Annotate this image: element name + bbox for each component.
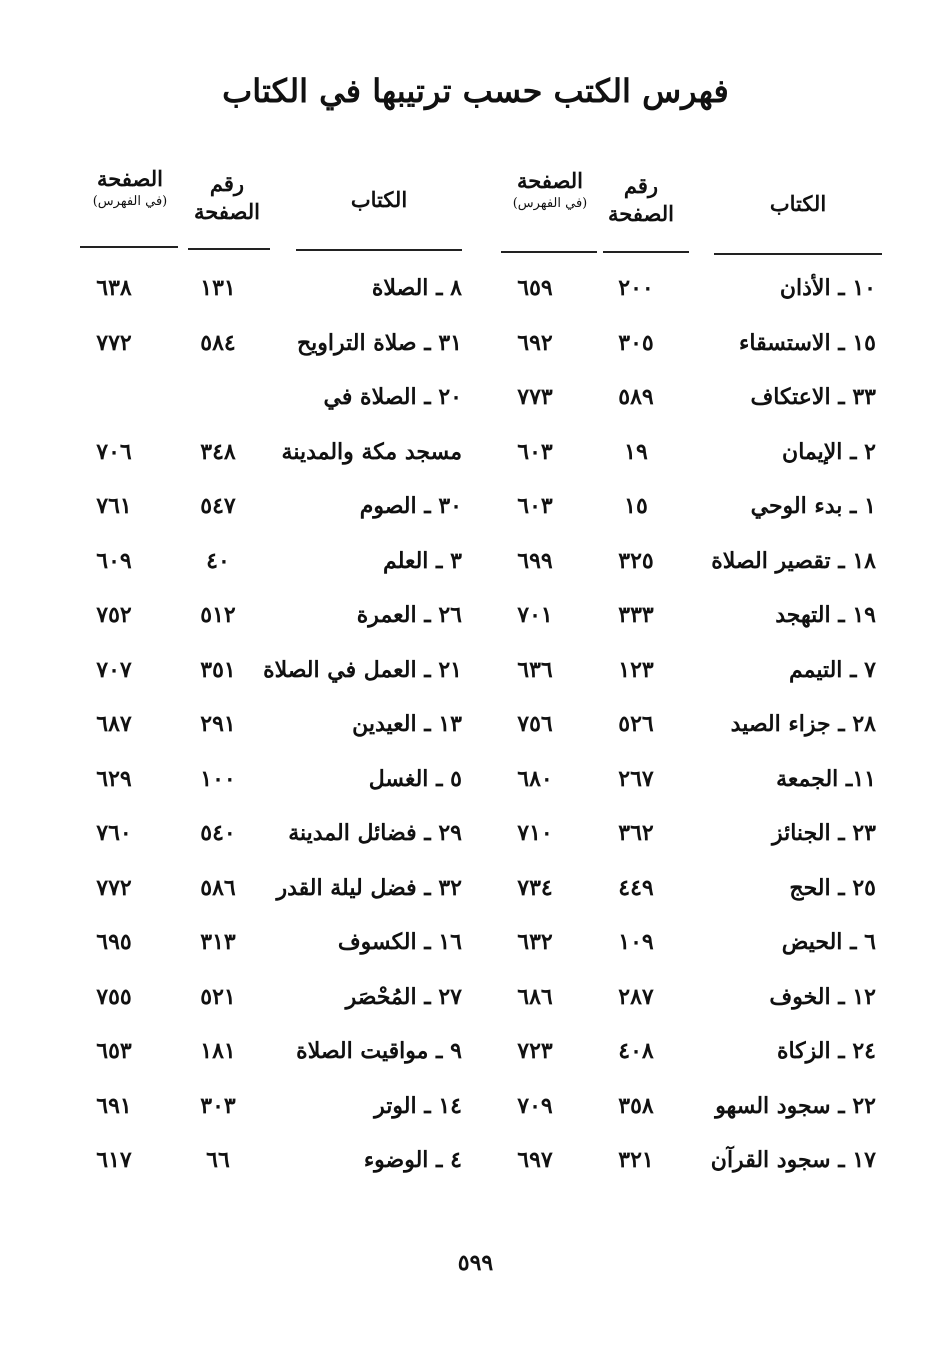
- index-page: ٦٠٣: [517, 493, 553, 519]
- header-page-number-line2: الصفحة: [608, 201, 674, 227]
- page-number: ٢٩١: [200, 711, 236, 737]
- header-rule: [714, 253, 882, 255]
- page-number: ٣٠٣: [200, 1092, 236, 1119]
- header-book-label: الكتاب: [769, 191, 827, 216]
- index-page: ٦٣٦: [517, 656, 553, 683]
- index-page: ٧٥٦: [517, 711, 553, 737]
- page-number: ٦٦: [206, 1147, 230, 1173]
- index-page: ٦٥٣: [96, 1038, 132, 1064]
- page-number: ٣٠٥: [618, 329, 654, 356]
- index-page: ٦٩٥: [96, 929, 132, 955]
- page-number: ٤٠٨: [618, 1038, 654, 1064]
- book-name: ١٥ ـ الاستسقاء: [739, 329, 876, 356]
- header-page-number-line2: الصفحة: [194, 199, 260, 225]
- page-number: ٣٥١: [200, 656, 236, 683]
- book-name: ٣٣ ـ الاعتكاف: [750, 384, 876, 410]
- header-index-page-line2: (في الفهرس): [92, 194, 168, 210]
- table-row: [0, 811, 951, 866]
- page-number: ٤٤٩: [618, 874, 654, 901]
- page-number: ٣٢٥: [618, 547, 654, 574]
- page-number: ٢٠٠: [618, 275, 654, 301]
- page-number: ٥٨٤: [200, 329, 236, 356]
- page-number: ١٣١: [200, 275, 236, 301]
- index-page: ٧٧٢: [96, 329, 132, 356]
- book-name: ٣١ ـ صلاة التراويح: [296, 329, 462, 356]
- table-row: [0, 375, 951, 430]
- index-table: [0, 266, 951, 1193]
- book-name: ٢٠ ـ الصلاة في: [323, 384, 462, 410]
- header-page-number-right: [600, 172, 682, 229]
- index-page: ٧٠١: [517, 602, 553, 628]
- book-name: ٢٢ ـ سجود السهو: [715, 1092, 876, 1119]
- book-name: ٥ ـ الغسل: [368, 765, 462, 792]
- page-number: ١٥: [624, 493, 648, 519]
- page-number: ١٢٣: [618, 656, 654, 683]
- page-number: ٥٨٩: [618, 384, 654, 410]
- header-book-right: [714, 190, 882, 218]
- header-book-label: الكتاب: [350, 187, 408, 212]
- book-name: ٢٩ ـ فضائل المدينة: [288, 820, 462, 846]
- index-page: ٦٣٢: [517, 929, 553, 955]
- page-number: ٥٢٦: [618, 711, 654, 737]
- page-number: [178, 375, 258, 430]
- book-name: ١٨ ـ تقصير الصلاة: [711, 547, 876, 574]
- index-page: ٦٩٩: [517, 547, 553, 574]
- index-page: ٧٣٤: [517, 874, 553, 901]
- index-page: ٦٥٩: [517, 275, 553, 301]
- table-row: [0, 648, 951, 703]
- table-row: [0, 757, 951, 812]
- index-page: ٦٣٨: [96, 275, 132, 301]
- page-number-footer: ٥٩٩: [457, 1250, 494, 1276]
- book-name: ٦ ـ الحيض: [781, 929, 876, 955]
- table-row: [0, 1084, 951, 1139]
- index-page: ٦٢٩: [96, 765, 132, 792]
- table-row: [0, 1029, 951, 1084]
- page-number: ٥٤٧: [200, 493, 236, 519]
- index-page: ٦٨٦: [517, 983, 553, 1010]
- index-page: ٦٨٧: [96, 711, 132, 737]
- page-number: ٢٨٧: [618, 983, 654, 1010]
- header-index-page-line1: الصفحة: [97, 166, 163, 191]
- index-page: ٧٢٣: [517, 1038, 553, 1064]
- index-page: ٦٩٢: [517, 329, 553, 356]
- book-name: ٧ ـ التيمم: [788, 656, 876, 683]
- header-index-page-right: [500, 167, 600, 213]
- page-number: ١٩: [624, 438, 648, 465]
- header-page-number-line1: رقم: [209, 171, 245, 196]
- header-index-page-line2: (في الفهرس): [512, 196, 588, 212]
- book-name: ١٠ ـ الأذان: [779, 275, 876, 301]
- table-row: [0, 266, 951, 321]
- book-name: ١٦ ـ الكسوف: [337, 929, 462, 955]
- index-page: ٦٠٣: [517, 438, 553, 465]
- book-name: ١١ـ الجمعة: [776, 765, 876, 792]
- book-name: مسجد مكة والمدينة: [281, 438, 462, 465]
- page-number: ٣٤٨: [200, 438, 236, 465]
- book-name: ٢٤ ـ الزكاة: [776, 1038, 876, 1064]
- header-index-page-left: [80, 165, 180, 211]
- index-page: ٦٨٠: [517, 765, 553, 792]
- index-page: ٦١٧: [96, 1147, 132, 1173]
- index-page: [74, 375, 154, 430]
- index-page: ٧٠٧: [96, 656, 132, 683]
- page-number: ٥٢١: [200, 983, 236, 1010]
- index-page: ٦٠٩: [96, 547, 132, 574]
- index-page: ٧٦٠: [96, 820, 132, 846]
- index-page: ٧٦١: [96, 493, 132, 519]
- page-number: ٤٠: [206, 547, 230, 574]
- table-row: [0, 321, 951, 376]
- book-name: ٢٣ ـ الجنائز: [771, 820, 876, 846]
- book-name: ١٢ ـ الخوف: [769, 983, 876, 1010]
- index-page: ٧٠٦: [96, 438, 132, 465]
- header-book-left: [296, 186, 462, 214]
- header-rule: [501, 251, 597, 253]
- table-row: [0, 702, 951, 757]
- book-name: ١٤ ـ الوتر: [374, 1092, 462, 1119]
- header-rule: [80, 246, 178, 248]
- index-page: ٧٥٥: [96, 983, 132, 1010]
- page-number: ١٨١: [200, 1038, 236, 1064]
- header-page-number-left: [186, 170, 268, 227]
- index-page: ٦٩٧: [517, 1147, 553, 1173]
- table-row: [0, 430, 951, 485]
- book-name: ٣٢ ـ فضل ليلة القدر: [276, 874, 462, 901]
- page-title: فهرس الكتب حسب ترتيبها في الكتاب: [222, 72, 729, 110]
- index-page: ٧١٠: [517, 820, 553, 846]
- table-row: [0, 539, 951, 594]
- table-row: [0, 484, 951, 539]
- book-name: ٢ ـ الإيمان: [782, 438, 876, 465]
- header-rule: [296, 249, 462, 251]
- index-page: ٧٥٢: [96, 602, 132, 628]
- book-name: ٢٦ ـ العمرة: [356, 602, 462, 628]
- book-name: ٢٨ ـ جزاء الصيد: [730, 711, 876, 737]
- book-name: ١ ـ بدء الوحي: [750, 493, 876, 519]
- index-page: ٧٠٩: [517, 1092, 553, 1119]
- book-name: ٣ ـ العلم: [383, 547, 462, 574]
- table-row: [0, 866, 951, 921]
- page-number: ٣٦٢: [618, 820, 654, 846]
- table-row: [0, 920, 951, 975]
- table-row: [0, 593, 951, 648]
- index-page: ٧٧٢: [96, 874, 132, 901]
- book-name: ٨ ـ الصلاة: [371, 275, 462, 301]
- page-number: ١٠٩: [618, 929, 654, 955]
- index-page: ٧٧٣: [517, 384, 553, 410]
- book-name: ٩ ـ مواقيت الصلاة: [296, 1038, 462, 1064]
- index-page: ٦٩١: [96, 1092, 132, 1119]
- page-number: ٥٨٦: [200, 874, 236, 901]
- page-number: ٣٥٨: [618, 1092, 654, 1119]
- book-name: ١٣ ـ العيدين: [352, 711, 462, 737]
- page-number: ٣٣٣: [618, 602, 654, 628]
- page-number: ٥١٢: [200, 602, 236, 628]
- page-number: ٢٦٧: [618, 765, 654, 792]
- header-page-number-line1: رقم: [623, 173, 659, 198]
- table-row: [0, 1138, 951, 1193]
- book-name: ١٧ ـ سجود القرآن: [710, 1147, 876, 1173]
- page-number: ٥٤٠: [200, 820, 236, 846]
- page-number: ٣١٣: [200, 929, 236, 955]
- book-name: ٢٥ ـ الحج: [789, 874, 876, 901]
- page-number: ٣٢١: [618, 1147, 654, 1173]
- book-name: ٣٠ ـ الصوم: [359, 493, 462, 519]
- table-row: [0, 975, 951, 1030]
- header-rule: [603, 251, 689, 253]
- header-index-page-line1: الصفحة: [517, 168, 583, 193]
- book-name: ٢٧ ـ المُحْصَر: [345, 983, 462, 1010]
- book-name: ٢١ ـ العمل في الصلاة: [263, 656, 462, 683]
- book-name: ٤ ـ الوضوء: [363, 1147, 462, 1173]
- header-rule: [188, 248, 270, 250]
- book-name: ١٩ ـ التهجد: [775, 602, 876, 628]
- page-number: ١٠٠: [200, 765, 236, 792]
